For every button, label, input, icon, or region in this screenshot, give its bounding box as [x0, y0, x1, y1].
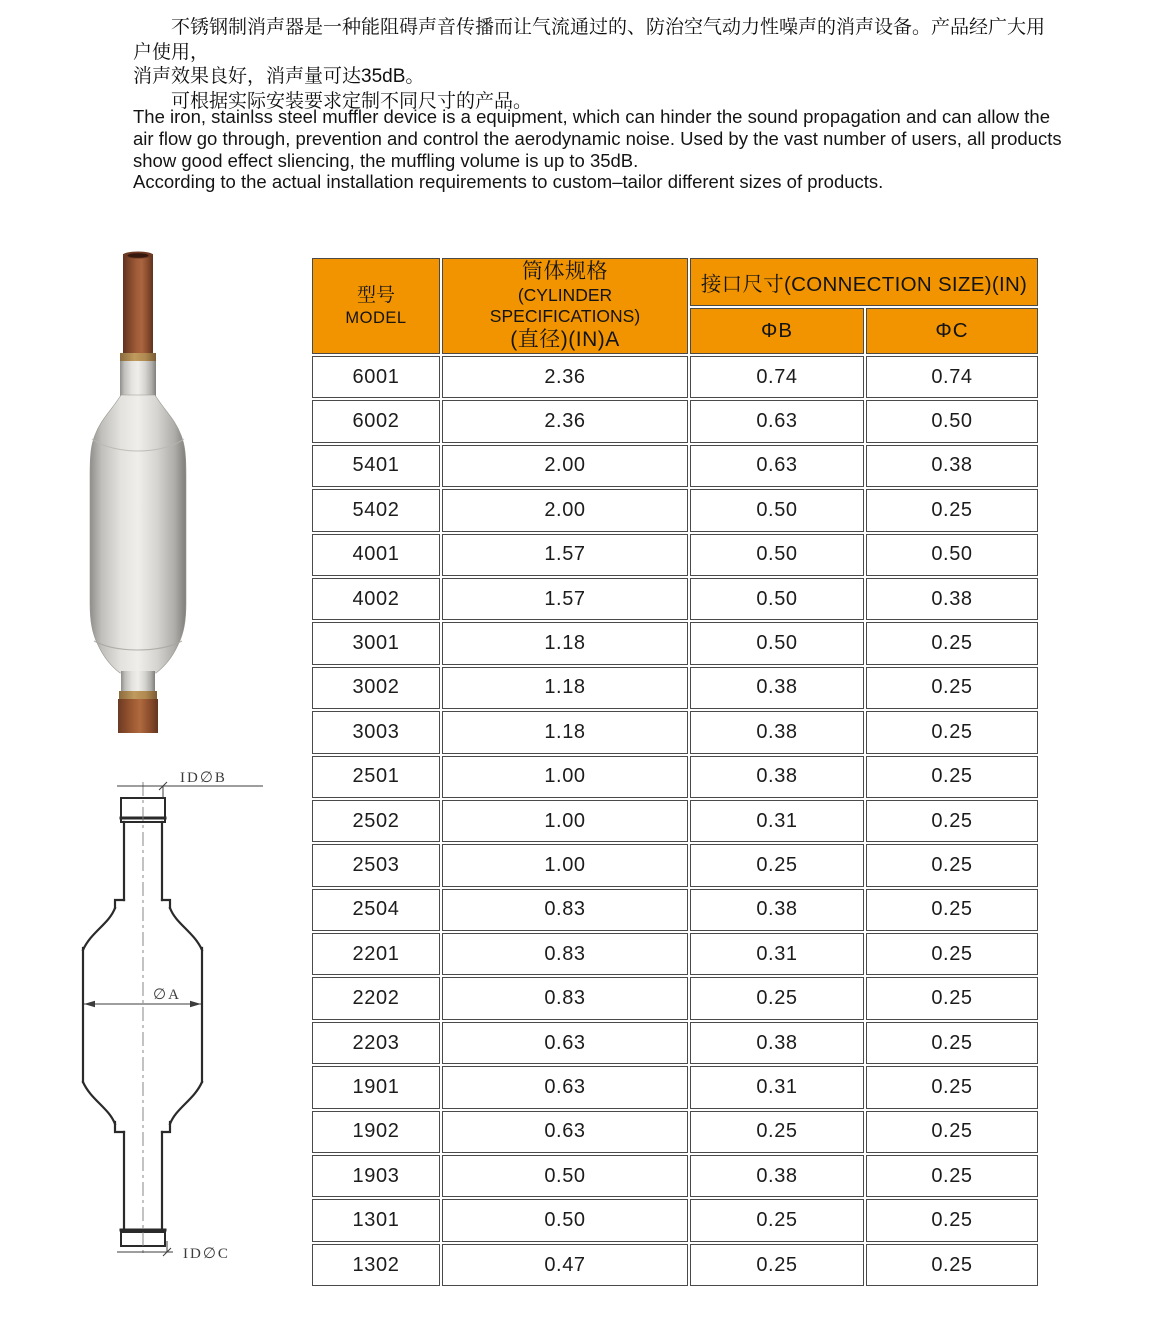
table-cell: 0.83 — [442, 977, 688, 1019]
spec-table — [310, 256, 1040, 1288]
dim-arrow-left — [84, 1001, 95, 1007]
table-row — [312, 356, 1038, 398]
table-cell: 0.38 — [866, 578, 1038, 620]
table-cell: 0.50 — [866, 400, 1038, 442]
table-cell: 0.63 — [690, 400, 864, 442]
col-header-cyl-unit: (直径)(IN)A — [510, 328, 620, 351]
table-cell: 0.38 — [690, 1022, 864, 1064]
col-header-model-cn: 型号 — [356, 285, 395, 306]
table-cell: 0.25 — [690, 844, 864, 886]
table-cell: 0.83 — [442, 889, 688, 931]
col-header-model — [312, 258, 440, 354]
table-cell: 0.25 — [866, 844, 1038, 886]
table-cell: 0.25 — [866, 1066, 1038, 1108]
table-cell: 2.36 — [442, 400, 688, 442]
table-cell: 3001 — [312, 622, 440, 664]
table-cell: 6002 — [312, 400, 440, 442]
col-header-phi-c: ΦC — [866, 308, 1038, 354]
table-cell: 0.38 — [690, 756, 864, 798]
table-cell: 0.38 — [690, 889, 864, 931]
table-cell: 4002 — [312, 578, 440, 620]
muffler-bottom-neck — [121, 671, 155, 693]
table-cell: 0.50 — [690, 534, 864, 576]
table-cell: 0.50 — [442, 1155, 688, 1197]
table-row — [312, 534, 1038, 576]
table-row — [312, 977, 1038, 1019]
intro-cn-line2: 消声效果良好，消声量可达35dB。 — [133, 66, 425, 87]
table-row — [312, 445, 1038, 487]
table-cell: 1.00 — [442, 756, 688, 798]
table-cell: 1.57 — [442, 578, 688, 620]
product-photo — [85, 243, 195, 735]
table-cell: 6001 — [312, 356, 440, 398]
table-cell: 1.57 — [442, 534, 688, 576]
table-cell: 0.38 — [690, 711, 864, 753]
table-cell: 1.18 — [442, 622, 688, 664]
table-cell: 0.63 — [442, 1111, 688, 1153]
table-cell: 4001 — [312, 534, 440, 576]
table-cell: 3002 — [312, 667, 440, 709]
table-cell: 0.25 — [866, 667, 1038, 709]
table-cell: 3003 — [312, 711, 440, 753]
table-cell: 1.18 — [442, 667, 688, 709]
table-cell: 0.50 — [690, 489, 864, 531]
table-cell: 0.63 — [442, 1022, 688, 1064]
table-cell: 0.74 — [866, 356, 1038, 398]
table-cell: 0.25 — [866, 756, 1038, 798]
table-row — [312, 622, 1038, 664]
spec-table-header — [312, 258, 1038, 354]
table-cell: 1902 — [312, 1111, 440, 1153]
table-cell: 1901 — [312, 1066, 440, 1108]
table-row — [312, 1155, 1038, 1197]
muffler-body — [90, 395, 186, 673]
table-cell: 2504 — [312, 889, 440, 931]
table-cell: 0.25 — [866, 977, 1038, 1019]
intro-cn-line1: 不锈钢制消声器是一种能阻碍声音传播而让气流通过的、防治空气动力性噪声的消声设备。产品经广大用户使用， — [133, 17, 1046, 63]
table-cell: 2503 — [312, 844, 440, 886]
muffler-top-neck — [120, 361, 156, 397]
col-header-phi-b: ΦB — [690, 308, 864, 354]
table-row — [312, 1022, 1038, 1064]
table-cell: 0.50 — [442, 1199, 688, 1241]
table-cell: 5402 — [312, 489, 440, 531]
table-cell: 0.25 — [866, 889, 1038, 931]
table-row — [312, 756, 1038, 798]
table-cell: 2.00 — [442, 489, 688, 531]
table-cell: 0.63 — [442, 1066, 688, 1108]
diagram-label-bottom: ID∅C — [183, 1246, 230, 1262]
table-cell: 0.25 — [866, 1022, 1038, 1064]
table-cell: 0.38 — [866, 445, 1038, 487]
col-header-model-en: MODEL — [345, 309, 407, 327]
table-cell: 0.25 — [690, 1111, 864, 1153]
dim-arrow-right — [190, 1001, 201, 1007]
table-cell: 1.00 — [442, 800, 688, 842]
table-cell: 5401 — [312, 445, 440, 487]
table-cell: 0.25 — [690, 1199, 864, 1241]
intro-chinese — [133, 16, 1058, 114]
col-header-cyl-en: (CYLINDER SPECIFICATIONS) — [489, 285, 641, 326]
table-cell: 2202 — [312, 977, 440, 1019]
table-cell: 0.50 — [690, 622, 864, 664]
table-cell: 0.31 — [690, 800, 864, 842]
table-row — [312, 667, 1038, 709]
table-cell: 0.63 — [690, 445, 864, 487]
table-cell: 2502 — [312, 800, 440, 842]
table-row — [312, 1244, 1038, 1286]
table-cell: 0.25 — [866, 1111, 1038, 1153]
table-row — [312, 1066, 1038, 1108]
table-cell: 0.25 — [690, 1244, 864, 1286]
table-cell: 1301 — [312, 1199, 440, 1241]
table-cell: 0.74 — [690, 356, 864, 398]
table-row — [312, 1199, 1038, 1241]
diagram-label-top: ID∅B — [180, 770, 227, 786]
table-cell: 0.25 — [866, 933, 1038, 975]
table-cell: 0.47 — [442, 1244, 688, 1286]
intro-english — [133, 106, 1068, 193]
diagram-label-idb: ∅A — [153, 987, 181, 1003]
table-cell: 1.18 — [442, 711, 688, 753]
table-cell: 0.25 — [866, 1199, 1038, 1241]
table-cell: 0.25 — [690, 977, 864, 1019]
muffler-bottom-pipe — [118, 699, 158, 733]
table-cell: 0.25 — [866, 622, 1038, 664]
table-cell: 0.25 — [866, 1244, 1038, 1286]
col-header-connection: 接口尺寸(CONNECTION SIZE)(IN) — [690, 258, 1038, 306]
col-header-cylinder — [442, 258, 688, 354]
table-cell: 0.38 — [690, 1155, 864, 1197]
drawing-outline — [83, 798, 202, 1246]
table-cell: 0.83 — [442, 933, 688, 975]
table-cell: 2201 — [312, 933, 440, 975]
table-row — [312, 933, 1038, 975]
table-cell: 2501 — [312, 756, 440, 798]
table-row — [312, 800, 1038, 842]
table-cell: 0.38 — [690, 667, 864, 709]
intro-en-line4: According to the actual installation requirements to custom–tailor different sizes of products. — [133, 171, 884, 193]
table-cell: 1.00 — [442, 844, 688, 886]
intro-cn-line3: 可根据实际安装要求定制不同尺寸的产品。 — [171, 90, 533, 112]
table-cell: 0.25 — [866, 489, 1038, 531]
table-cell: 2.00 — [442, 445, 688, 487]
technical-drawing — [45, 760, 295, 1270]
table-row — [312, 400, 1038, 442]
table-cell: 0.25 — [866, 1155, 1038, 1197]
table-cell: 0.31 — [690, 933, 864, 975]
table-cell: 0.25 — [866, 711, 1038, 753]
table-row — [312, 489, 1038, 531]
table-cell: 0.31 — [690, 1066, 864, 1108]
table-cell: 2.36 — [442, 356, 688, 398]
table-row — [312, 844, 1038, 886]
intro-en-line3: show good effect sliencing, the muffling volume is up to 35dB. — [133, 149, 639, 171]
table-cell: 0.50 — [866, 534, 1038, 576]
table-cell: 2203 — [312, 1022, 440, 1064]
table-cell: 1302 — [312, 1244, 440, 1286]
table-row — [312, 711, 1038, 753]
drawing-dimensions — [84, 782, 263, 1256]
table-row — [312, 889, 1038, 931]
intro-en-line1: The iron, stainlss steel muffler device is a equipment, which can hinder the sound propagation and can allow the — [133, 106, 1050, 127]
intro-en-line2: air flow go through, prevention and control the aerodynamic noise. Used by the vast number of users, all products — [133, 127, 1062, 149]
table-row — [312, 1111, 1038, 1153]
table-cell: 0.50 — [690, 578, 864, 620]
table-cell: 0.25 — [866, 800, 1038, 842]
col-header-cyl-cn: 筒体规格 — [522, 260, 608, 283]
muffler-top-pipe — [123, 252, 153, 356]
table-row — [312, 578, 1038, 620]
spec-table-body — [312, 356, 1038, 1286]
table-cell: 1903 — [312, 1155, 440, 1197]
